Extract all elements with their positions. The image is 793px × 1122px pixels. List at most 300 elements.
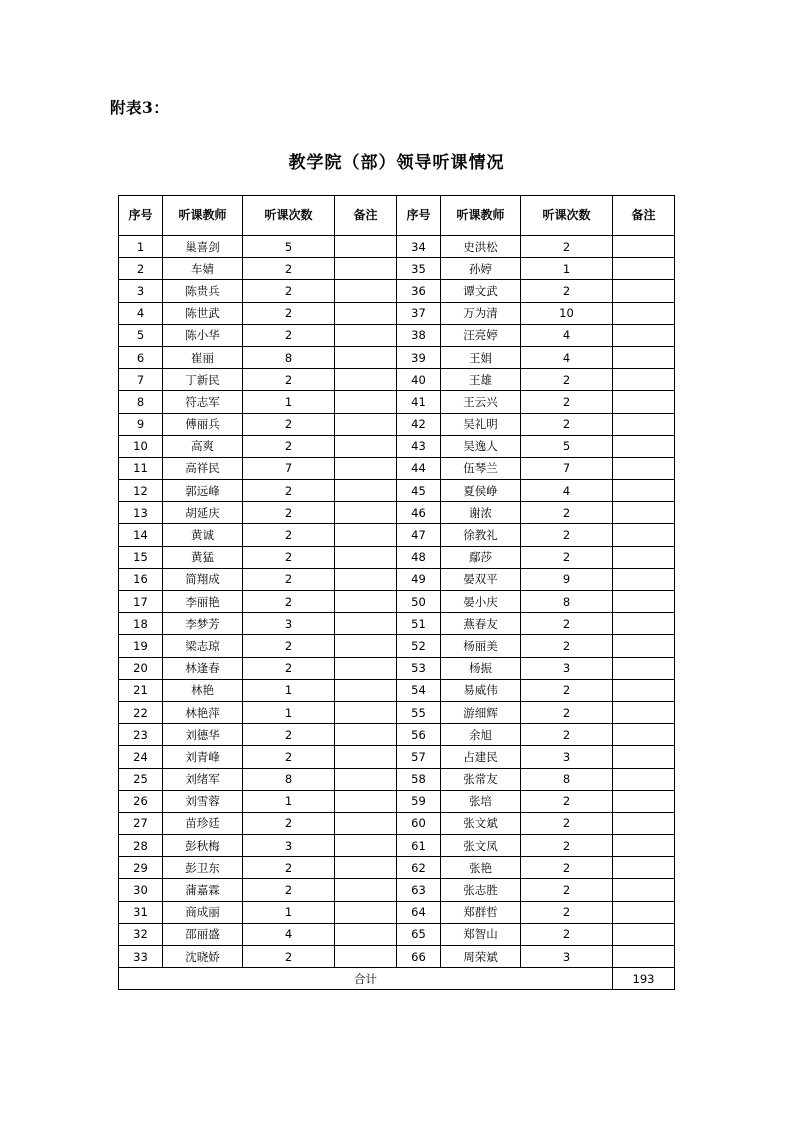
table-row bbox=[119, 768, 675, 790]
cell-teacher-right: 杨丽美 bbox=[441, 635, 521, 657]
cell-seq-left: 24 bbox=[119, 746, 163, 768]
cell-seq-right: 44 bbox=[397, 457, 441, 479]
table-row bbox=[119, 790, 675, 812]
cell-note-left bbox=[335, 546, 397, 568]
cell-count-right: 3 bbox=[521, 946, 613, 968]
cell-seq-left: 32 bbox=[119, 923, 163, 945]
table-row bbox=[119, 502, 675, 524]
cell-note-left bbox=[335, 768, 397, 790]
cell-seq-right: 63 bbox=[397, 879, 441, 901]
cell-seq-right: 50 bbox=[397, 591, 441, 613]
cell-note-left bbox=[335, 835, 397, 857]
cell-seq-right: 60 bbox=[397, 812, 441, 834]
cell-count-left: 7 bbox=[243, 457, 335, 479]
table-row bbox=[119, 879, 675, 901]
cell-teacher-right: 张培 bbox=[441, 790, 521, 812]
cell-teacher-right: 易威伟 bbox=[441, 679, 521, 701]
cell-count-right: 5 bbox=[521, 435, 613, 457]
cell-teacher-right: 张文斌 bbox=[441, 812, 521, 834]
cell-note-left bbox=[335, 746, 397, 768]
cell-seq-left: 7 bbox=[119, 369, 163, 391]
cell-seq-right: 43 bbox=[397, 435, 441, 457]
cell-count-left: 2 bbox=[243, 302, 335, 324]
table-header bbox=[119, 196, 675, 236]
cell-seq-right: 45 bbox=[397, 480, 441, 502]
cell-teacher-right: 王娟 bbox=[441, 346, 521, 368]
cell-count-right: 2 bbox=[521, 701, 613, 723]
cell-seq-left: 20 bbox=[119, 657, 163, 679]
cell-count-left: 2 bbox=[243, 657, 335, 679]
cell-count-right: 4 bbox=[521, 346, 613, 368]
cell-teacher-right: 孙婷 bbox=[441, 258, 521, 280]
column-header-count-left: 听课次数 bbox=[243, 196, 335, 236]
cell-seq-left: 14 bbox=[119, 524, 163, 546]
cell-teacher-right: 徐教礼 bbox=[441, 524, 521, 546]
table-row bbox=[119, 613, 675, 635]
table-footer bbox=[119, 968, 675, 990]
cell-count-right: 2 bbox=[521, 812, 613, 834]
cell-teacher-left: 符志军 bbox=[163, 391, 243, 413]
cell-teacher-right: 伍琴兰 bbox=[441, 457, 521, 479]
cell-seq-right: 36 bbox=[397, 280, 441, 302]
total-label: 合计 bbox=[119, 968, 613, 990]
cell-note-left bbox=[335, 812, 397, 834]
cell-count-left: 2 bbox=[243, 857, 335, 879]
cell-teacher-right: 万为清 bbox=[441, 302, 521, 324]
cell-teacher-left: 陈小华 bbox=[163, 324, 243, 346]
cell-teacher-left: 李丽艳 bbox=[163, 591, 243, 613]
cell-seq-left: 23 bbox=[119, 724, 163, 746]
cell-teacher-left: 丁新民 bbox=[163, 369, 243, 391]
cell-note-right bbox=[613, 302, 675, 324]
cell-seq-left: 10 bbox=[119, 435, 163, 457]
cell-count-left: 1 bbox=[243, 790, 335, 812]
cell-note-left bbox=[335, 568, 397, 590]
column-header-note-left: 备注 bbox=[335, 196, 397, 236]
cell-note-left bbox=[335, 790, 397, 812]
cell-seq-right: 53 bbox=[397, 657, 441, 679]
cell-teacher-right: 夏侯峥 bbox=[441, 480, 521, 502]
cell-count-left: 2 bbox=[243, 635, 335, 657]
table-body bbox=[119, 236, 675, 968]
cell-note-right bbox=[613, 524, 675, 546]
table-row bbox=[119, 568, 675, 590]
table-row bbox=[119, 346, 675, 368]
cell-seq-left: 2 bbox=[119, 258, 163, 280]
cell-count-right: 10 bbox=[521, 302, 613, 324]
cell-count-left: 3 bbox=[243, 613, 335, 635]
cell-seq-right: 38 bbox=[397, 324, 441, 346]
cell-teacher-left: 蒲嘉霖 bbox=[163, 879, 243, 901]
cell-teacher-right: 晏小庆 bbox=[441, 591, 521, 613]
table-row bbox=[119, 901, 675, 923]
cell-note-left bbox=[335, 679, 397, 701]
cell-count-right: 2 bbox=[521, 923, 613, 945]
cell-seq-right: 54 bbox=[397, 679, 441, 701]
cell-note-right bbox=[613, 901, 675, 923]
cell-teacher-right: 燕春友 bbox=[441, 613, 521, 635]
attachment-label: 附表3： bbox=[110, 98, 170, 117]
cell-teacher-left: 陈世武 bbox=[163, 302, 243, 324]
cell-note-right bbox=[613, 236, 675, 258]
cell-count-left: 2 bbox=[243, 568, 335, 590]
cell-seq-left: 18 bbox=[119, 613, 163, 635]
cell-seq-right: 39 bbox=[397, 346, 441, 368]
cell-seq-right: 66 bbox=[397, 946, 441, 968]
cell-seq-right: 55 bbox=[397, 701, 441, 723]
cell-seq-left: 16 bbox=[119, 568, 163, 590]
cell-seq-right: 48 bbox=[397, 546, 441, 568]
cell-teacher-right: 吴礼明 bbox=[441, 413, 521, 435]
cell-note-left bbox=[335, 923, 397, 945]
cell-note-right bbox=[613, 413, 675, 435]
cell-seq-left: 27 bbox=[119, 812, 163, 834]
cell-teacher-left: 刘青峰 bbox=[163, 746, 243, 768]
cell-seq-right: 37 bbox=[397, 302, 441, 324]
cell-count-left: 8 bbox=[243, 346, 335, 368]
cell-note-right bbox=[613, 280, 675, 302]
cell-count-right: 2 bbox=[521, 613, 613, 635]
cell-teacher-left: 崔丽 bbox=[163, 346, 243, 368]
cell-seq-left: 13 bbox=[119, 502, 163, 524]
column-header-note-right: 备注 bbox=[613, 196, 675, 236]
cell-seq-left: 12 bbox=[119, 480, 163, 502]
cell-seq-left: 8 bbox=[119, 391, 163, 413]
cell-note-left bbox=[335, 457, 397, 479]
cell-count-right: 8 bbox=[521, 768, 613, 790]
cell-count-left: 2 bbox=[243, 280, 335, 302]
cell-count-right: 2 bbox=[521, 879, 613, 901]
table-row bbox=[119, 524, 675, 546]
cell-note-right bbox=[613, 635, 675, 657]
cell-seq-left: 3 bbox=[119, 280, 163, 302]
cell-teacher-left: 傅丽兵 bbox=[163, 413, 243, 435]
cell-seq-right: 41 bbox=[397, 391, 441, 413]
table-row bbox=[119, 657, 675, 679]
cell-count-left: 1 bbox=[243, 679, 335, 701]
cell-count-right: 2 bbox=[521, 835, 613, 857]
cell-count-left: 2 bbox=[243, 879, 335, 901]
cell-count-left: 2 bbox=[243, 324, 335, 346]
cell-count-right: 2 bbox=[521, 901, 613, 923]
cell-count-left: 2 bbox=[243, 591, 335, 613]
cell-note-right bbox=[613, 369, 675, 391]
cell-note-left bbox=[335, 946, 397, 968]
cell-seq-right: 56 bbox=[397, 724, 441, 746]
total-row bbox=[119, 968, 675, 990]
cell-count-right: 4 bbox=[521, 324, 613, 346]
cell-count-left: 8 bbox=[243, 768, 335, 790]
cell-note-left bbox=[335, 346, 397, 368]
cell-teacher-left: 沈晓娇 bbox=[163, 946, 243, 968]
cell-teacher-left: 刘绪军 bbox=[163, 768, 243, 790]
cell-count-right: 3 bbox=[521, 657, 613, 679]
cell-count-left: 1 bbox=[243, 391, 335, 413]
cell-note-left bbox=[335, 258, 397, 280]
column-header-seq-right: 序号 bbox=[397, 196, 441, 236]
cell-teacher-left: 简翔成 bbox=[163, 568, 243, 590]
cell-seq-right: 42 bbox=[397, 413, 441, 435]
cell-count-right: 3 bbox=[521, 746, 613, 768]
cell-count-right: 2 bbox=[521, 724, 613, 746]
cell-teacher-left: 商成丽 bbox=[163, 901, 243, 923]
cell-seq-right: 49 bbox=[397, 568, 441, 590]
cell-teacher-right: 鄢莎 bbox=[441, 546, 521, 568]
cell-seq-right: 35 bbox=[397, 258, 441, 280]
cell-teacher-right: 郑智山 bbox=[441, 923, 521, 945]
cell-seq-right: 51 bbox=[397, 613, 441, 635]
cell-teacher-right: 史洪松 bbox=[441, 236, 521, 258]
cell-note-right bbox=[613, 613, 675, 635]
cell-note-left bbox=[335, 879, 397, 901]
lecture-attendance-table bbox=[118, 195, 675, 990]
cell-count-right: 2 bbox=[521, 546, 613, 568]
cell-count-right: 2 bbox=[521, 790, 613, 812]
cell-teacher-right: 吴逸人 bbox=[441, 435, 521, 457]
table-row bbox=[119, 258, 675, 280]
table-row bbox=[119, 413, 675, 435]
cell-seq-right: 58 bbox=[397, 768, 441, 790]
cell-note-left bbox=[335, 369, 397, 391]
cell-seq-right: 61 bbox=[397, 835, 441, 857]
total-value: 193 bbox=[613, 968, 675, 990]
cell-count-left: 2 bbox=[243, 435, 335, 457]
cell-teacher-left: 胡延庆 bbox=[163, 502, 243, 524]
cell-count-right: 2 bbox=[521, 236, 613, 258]
cell-note-right bbox=[613, 457, 675, 479]
table-row bbox=[119, 746, 675, 768]
cell-note-left bbox=[335, 524, 397, 546]
cell-note-right bbox=[613, 546, 675, 568]
cell-count-right: 2 bbox=[521, 635, 613, 657]
cell-seq-left: 26 bbox=[119, 790, 163, 812]
cell-note-right bbox=[613, 258, 675, 280]
table-row bbox=[119, 724, 675, 746]
cell-note-left bbox=[335, 236, 397, 258]
cell-seq-left: 9 bbox=[119, 413, 163, 435]
cell-count-left: 2 bbox=[243, 502, 335, 524]
cell-note-left bbox=[335, 413, 397, 435]
table-row bbox=[119, 369, 675, 391]
cell-note-left bbox=[335, 391, 397, 413]
cell-teacher-right: 郑群哲 bbox=[441, 901, 521, 923]
cell-count-right: 8 bbox=[521, 591, 613, 613]
cell-note-right bbox=[613, 657, 675, 679]
cell-seq-right: 40 bbox=[397, 369, 441, 391]
cell-teacher-right: 张文凤 bbox=[441, 835, 521, 857]
cell-seq-right: 52 bbox=[397, 635, 441, 657]
cell-note-right bbox=[613, 835, 675, 857]
table-row bbox=[119, 391, 675, 413]
cell-count-left: 2 bbox=[243, 480, 335, 502]
table-header-row bbox=[119, 196, 675, 236]
cell-teacher-right: 王雄 bbox=[441, 369, 521, 391]
cell-teacher-right: 汪亮婷 bbox=[441, 324, 521, 346]
cell-note-left bbox=[335, 613, 397, 635]
table-row bbox=[119, 480, 675, 502]
cell-count-left: 1 bbox=[243, 701, 335, 723]
cell-seq-left: 22 bbox=[119, 701, 163, 723]
table-row bbox=[119, 236, 675, 258]
cell-teacher-left: 林艳 bbox=[163, 679, 243, 701]
cell-teacher-right: 谢浓 bbox=[441, 502, 521, 524]
cell-teacher-left: 刘德华 bbox=[163, 724, 243, 746]
table-row bbox=[119, 324, 675, 346]
cell-count-left: 3 bbox=[243, 835, 335, 857]
cell-teacher-right: 周荣斌 bbox=[441, 946, 521, 968]
cell-note-right bbox=[613, 790, 675, 812]
table-row bbox=[119, 857, 675, 879]
table-row bbox=[119, 835, 675, 857]
table-row bbox=[119, 457, 675, 479]
cell-count-left: 2 bbox=[243, 724, 335, 746]
cell-note-right bbox=[613, 391, 675, 413]
cell-note-right bbox=[613, 591, 675, 613]
cell-count-right: 2 bbox=[521, 502, 613, 524]
cell-note-left bbox=[335, 480, 397, 502]
column-header-teacher-right: 听课教师 bbox=[441, 196, 521, 236]
table-row bbox=[119, 923, 675, 945]
cell-count-left: 2 bbox=[243, 524, 335, 546]
cell-count-right: 2 bbox=[521, 369, 613, 391]
cell-count-right: 2 bbox=[521, 280, 613, 302]
cell-teacher-right: 占建民 bbox=[441, 746, 521, 768]
table-row bbox=[119, 946, 675, 968]
cell-note-right bbox=[613, 568, 675, 590]
cell-note-right bbox=[613, 701, 675, 723]
cell-note-left bbox=[335, 280, 397, 302]
cell-teacher-right: 谭文武 bbox=[441, 280, 521, 302]
table-row bbox=[119, 546, 675, 568]
cell-count-right: 4 bbox=[521, 480, 613, 502]
cell-note-left bbox=[335, 724, 397, 746]
cell-teacher-right: 游细辉 bbox=[441, 701, 521, 723]
cell-note-right bbox=[613, 346, 675, 368]
cell-teacher-left: 彭秋梅 bbox=[163, 835, 243, 857]
cell-seq-left: 25 bbox=[119, 768, 163, 790]
table-row bbox=[119, 280, 675, 302]
cell-seq-right: 57 bbox=[397, 746, 441, 768]
cell-note-right bbox=[613, 679, 675, 701]
cell-note-right bbox=[613, 724, 675, 746]
cell-teacher-left: 邵丽盛 bbox=[163, 923, 243, 945]
cell-seq-left: 1 bbox=[119, 236, 163, 258]
table-row bbox=[119, 635, 675, 657]
cell-seq-right: 34 bbox=[397, 236, 441, 258]
cell-teacher-right: 王云兴 bbox=[441, 391, 521, 413]
cell-count-left: 1 bbox=[243, 901, 335, 923]
cell-count-left: 4 bbox=[243, 923, 335, 945]
cell-teacher-left: 车婧 bbox=[163, 258, 243, 280]
cell-seq-right: 64 bbox=[397, 901, 441, 923]
cell-seq-left: 17 bbox=[119, 591, 163, 613]
cell-count-right: 2 bbox=[521, 524, 613, 546]
cell-count-right: 2 bbox=[521, 857, 613, 879]
cell-note-left bbox=[335, 302, 397, 324]
cell-teacher-left: 巢喜剑 bbox=[163, 236, 243, 258]
cell-teacher-right: 杨振 bbox=[441, 657, 521, 679]
cell-teacher-left: 黄猛 bbox=[163, 546, 243, 568]
cell-teacher-left: 高爽 bbox=[163, 435, 243, 457]
cell-count-left: 2 bbox=[243, 546, 335, 568]
cell-note-right bbox=[613, 946, 675, 968]
cell-count-right: 9 bbox=[521, 568, 613, 590]
cell-note-right bbox=[613, 879, 675, 901]
cell-seq-left: 19 bbox=[119, 635, 163, 657]
cell-note-right bbox=[613, 502, 675, 524]
cell-count-right: 1 bbox=[521, 258, 613, 280]
cell-teacher-right: 余旭 bbox=[441, 724, 521, 746]
cell-seq-right: 65 bbox=[397, 923, 441, 945]
column-header-seq-left: 序号 bbox=[119, 196, 163, 236]
cell-teacher-right: 晏双平 bbox=[441, 568, 521, 590]
cell-seq-left: 11 bbox=[119, 457, 163, 479]
cell-seq-right: 59 bbox=[397, 790, 441, 812]
cell-count-left: 2 bbox=[243, 258, 335, 280]
table-row bbox=[119, 701, 675, 723]
cell-count-left: 2 bbox=[243, 746, 335, 768]
cell-count-right: 7 bbox=[521, 457, 613, 479]
cell-seq-right: 62 bbox=[397, 857, 441, 879]
cell-note-left bbox=[335, 435, 397, 457]
cell-teacher-left: 梁志琼 bbox=[163, 635, 243, 657]
cell-count-left: 2 bbox=[243, 812, 335, 834]
cell-note-right bbox=[613, 746, 675, 768]
table-row bbox=[119, 812, 675, 834]
cell-note-right bbox=[613, 480, 675, 502]
cell-note-right bbox=[613, 768, 675, 790]
cell-teacher-right: 张志胜 bbox=[441, 879, 521, 901]
cell-note-right bbox=[613, 812, 675, 834]
cell-seq-left: 29 bbox=[119, 857, 163, 879]
cell-teacher-right: 张艳 bbox=[441, 857, 521, 879]
cell-note-right bbox=[613, 923, 675, 945]
cell-count-left: 2 bbox=[243, 413, 335, 435]
cell-teacher-left: 李梦芳 bbox=[163, 613, 243, 635]
column-header-count-right: 听课次数 bbox=[521, 196, 613, 236]
table-row bbox=[119, 435, 675, 457]
cell-seq-right: 47 bbox=[397, 524, 441, 546]
cell-note-left bbox=[335, 635, 397, 657]
cell-teacher-left: 刘雪蓉 bbox=[163, 790, 243, 812]
cell-note-left bbox=[335, 901, 397, 923]
cell-note-left bbox=[335, 324, 397, 346]
cell-count-left: 2 bbox=[243, 946, 335, 968]
cell-teacher-left: 高祥民 bbox=[163, 457, 243, 479]
cell-note-left bbox=[335, 591, 397, 613]
cell-note-left bbox=[335, 657, 397, 679]
cell-seq-left: 15 bbox=[119, 546, 163, 568]
cell-count-left: 5 bbox=[243, 236, 335, 258]
cell-teacher-left: 林逢春 bbox=[163, 657, 243, 679]
cell-teacher-left: 苗珍廷 bbox=[163, 812, 243, 834]
cell-seq-left: 6 bbox=[119, 346, 163, 368]
cell-teacher-right: 张常友 bbox=[441, 768, 521, 790]
cell-seq-left: 5 bbox=[119, 324, 163, 346]
cell-teacher-left: 黄诚 bbox=[163, 524, 243, 546]
table-row bbox=[119, 679, 675, 701]
cell-teacher-left: 林艳萍 bbox=[163, 701, 243, 723]
cell-teacher-left: 彭卫东 bbox=[163, 857, 243, 879]
cell-note-right bbox=[613, 435, 675, 457]
cell-note-right bbox=[613, 324, 675, 346]
cell-seq-left: 33 bbox=[119, 946, 163, 968]
cell-seq-left: 21 bbox=[119, 679, 163, 701]
page-title: 教学院（部）领导听课情况 bbox=[288, 153, 505, 173]
cell-seq-left: 28 bbox=[119, 835, 163, 857]
cell-note-right bbox=[613, 857, 675, 879]
cell-count-left: 2 bbox=[243, 369, 335, 391]
